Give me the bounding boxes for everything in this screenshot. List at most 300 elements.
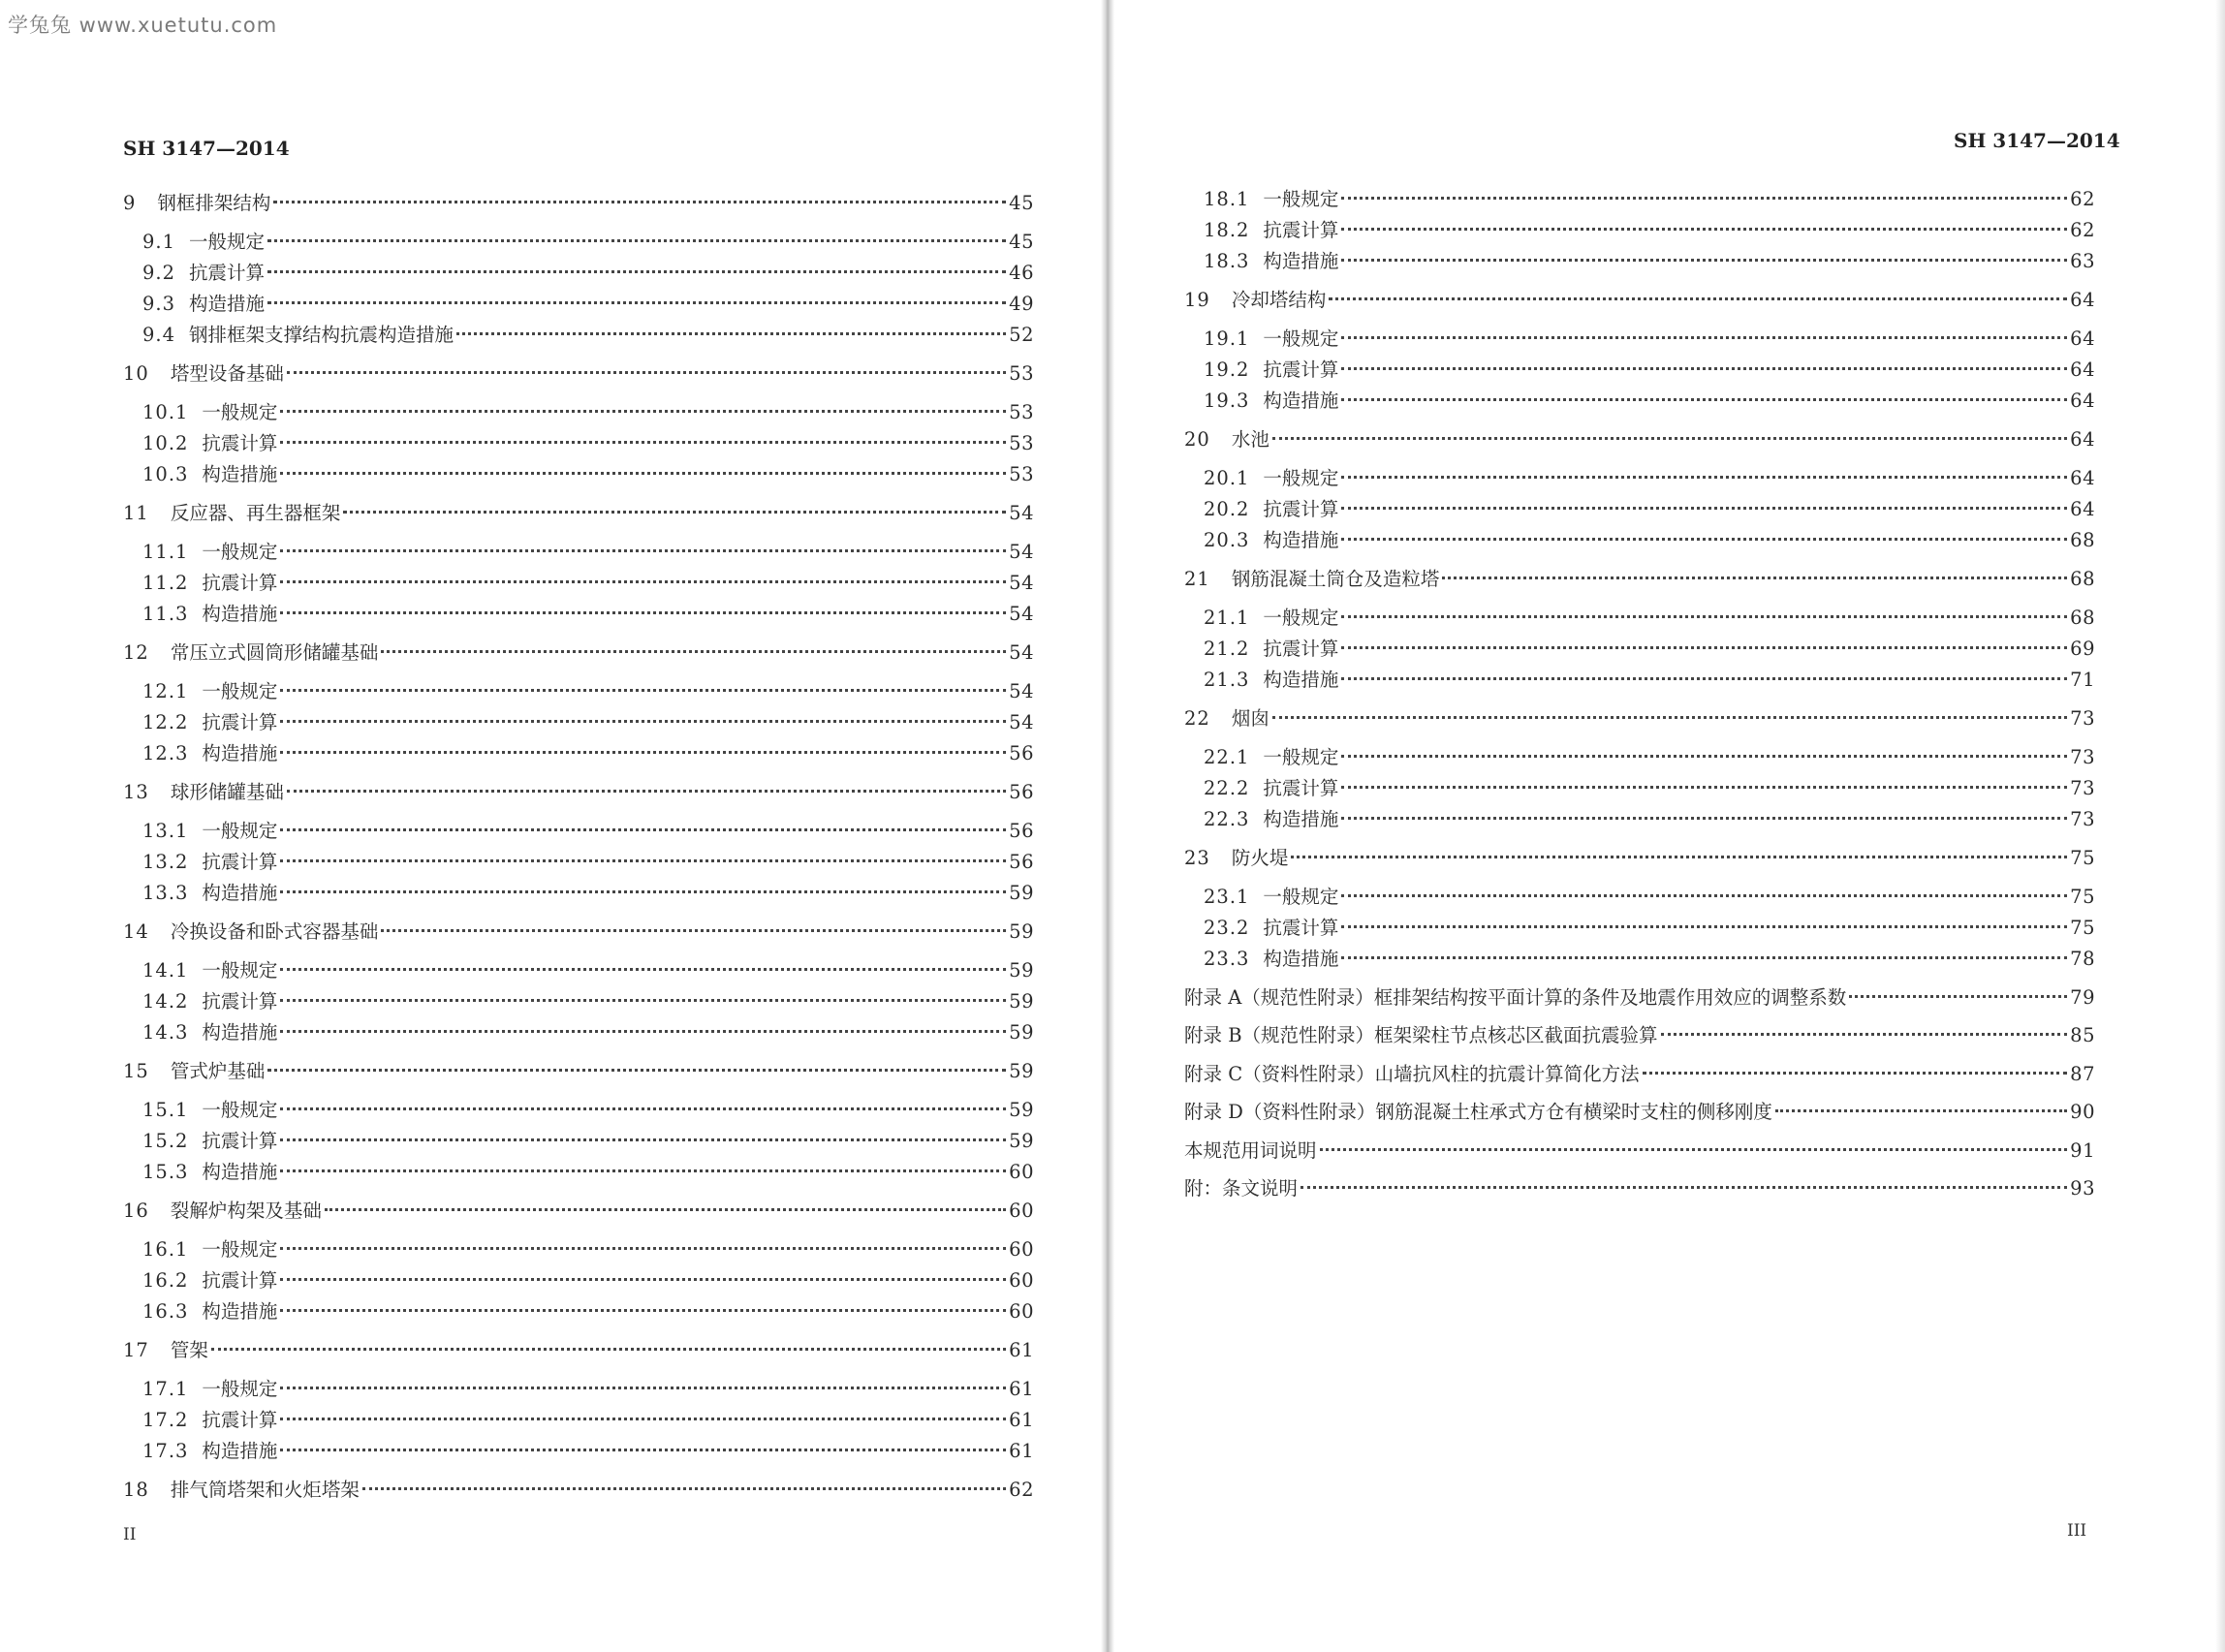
toc-entry-page: 52 bbox=[1009, 324, 1034, 346]
dot-leader bbox=[1442, 577, 2067, 579]
toc-entry-page: 59 bbox=[1009, 920, 1034, 943]
toc-entry bbox=[1184, 668, 2095, 693]
toc-entry-number: 16.1 bbox=[142, 1238, 189, 1261]
toc-entry-number: 18.2 bbox=[1204, 219, 1250, 241]
toc-entry-number: 20.1 bbox=[1204, 467, 1250, 489]
toc-entry bbox=[123, 1237, 1034, 1262]
dot-leader bbox=[1291, 856, 2067, 858]
dot-leader bbox=[1849, 995, 2067, 998]
toc-entry-page: 56 bbox=[1009, 781, 1034, 803]
toc-entry-number: 23.1 bbox=[1204, 886, 1250, 908]
toc-entry bbox=[1184, 427, 2095, 452]
dot-leader bbox=[280, 999, 1006, 1002]
dot-leader bbox=[280, 1449, 1006, 1451]
toc-entry-title: 抗震计算 bbox=[1263, 358, 1339, 381]
toc-entry-title: 构造措施 bbox=[1263, 390, 1339, 412]
dot-leader bbox=[280, 611, 1006, 614]
toc-entry-number: 17.2 bbox=[142, 1409, 189, 1431]
toc-entry-page: 69 bbox=[2070, 638, 2095, 660]
dot-leader bbox=[280, 1247, 1006, 1250]
toc-entry-page: 54 bbox=[1009, 680, 1034, 702]
toc-entry-page: 61 bbox=[1009, 1339, 1034, 1361]
toc-entry-number: 17 bbox=[123, 1339, 149, 1361]
toc-entry-title: 烟囱 bbox=[1231, 707, 1269, 730]
dot-leader bbox=[211, 1348, 1006, 1351]
toc-entry-title: 水池 bbox=[1231, 428, 1269, 451]
toc-entry-title: 一般规定 bbox=[202, 541, 278, 563]
book-spine bbox=[1101, 0, 1114, 1652]
dot-leader bbox=[1341, 677, 2067, 680]
toc-entry-page: 59 bbox=[1009, 990, 1034, 1013]
toc-entry-title: 抗震计算 bbox=[202, 1269, 278, 1292]
toc-entry bbox=[123, 640, 1034, 666]
toc-entry bbox=[1184, 187, 2095, 212]
toc-entry-title: 附录 A（规范性附录）框排架结构按平面计算的条件及地震作用效应的调整系数 bbox=[1184, 985, 1847, 1009]
toc-entry bbox=[1184, 807, 2095, 832]
toc-entry-number: 12.1 bbox=[142, 680, 189, 702]
toc-entry bbox=[123, 323, 1034, 348]
toc-entry bbox=[1184, 885, 2095, 910]
toc-entry-number: 20 bbox=[1184, 428, 1210, 451]
toc-entry-page: 59 bbox=[1009, 1099, 1034, 1121]
toc-entry bbox=[123, 191, 1034, 216]
toc-entry bbox=[1184, 846, 2095, 871]
toc-entry-title: 一般规定 bbox=[202, 680, 278, 702]
dot-leader bbox=[1341, 956, 2067, 959]
toc-entry-title: 管架 bbox=[170, 1339, 208, 1361]
dot-leader bbox=[1775, 1109, 2067, 1112]
toc-entry-number: 19.1 bbox=[1204, 327, 1250, 350]
toc-entry-number: 10.3 bbox=[142, 463, 189, 485]
dot-leader bbox=[267, 270, 1006, 273]
dot-leader bbox=[280, 1309, 1006, 1312]
toc-entry-number: 19 bbox=[1184, 289, 1210, 311]
toc-entry bbox=[123, 1439, 1034, 1464]
toc-entry-page: 56 bbox=[1009, 820, 1034, 842]
toc-entry bbox=[123, 1098, 1034, 1123]
toc-entry-number: 9.3 bbox=[142, 293, 176, 315]
toc-entry-page: 64 bbox=[2070, 390, 2095, 412]
watermark-text: 学兔兔 www.xuetutu.com bbox=[8, 14, 278, 37]
toc-entry-page: 64 bbox=[2070, 498, 2095, 520]
toc-entry-page: 59 bbox=[1009, 959, 1034, 982]
toc-entry-title: 抗震计算 bbox=[189, 262, 266, 284]
toc-entry-number: 23 bbox=[1184, 847, 1210, 869]
toc-entry-page: 46 bbox=[1009, 262, 1034, 284]
dot-leader bbox=[456, 332, 1006, 335]
toc-entry-page: 78 bbox=[2070, 948, 2095, 970]
dot-leader bbox=[280, 751, 1006, 754]
toc-entry-title: 塔型设备基础 bbox=[170, 362, 284, 385]
toc-entry-page: 73 bbox=[2070, 808, 2095, 830]
toc-entry-page: 45 bbox=[1009, 231, 1034, 253]
toc-entry-page: 73 bbox=[2070, 777, 2095, 799]
toc-entry-page: 64 bbox=[2070, 358, 2095, 381]
toc-entry bbox=[123, 261, 1034, 286]
toc-entry-title: 一般规定 bbox=[202, 1378, 278, 1400]
toc-entry-page: 60 bbox=[1009, 1200, 1034, 1222]
toc-entry-number: 23.3 bbox=[1204, 948, 1250, 970]
toc-entry-number: 9.2 bbox=[142, 262, 176, 284]
dot-leader bbox=[267, 301, 1006, 304]
toc-entry-title: 钢排框架支撑结构抗震构造措施 bbox=[189, 324, 454, 346]
toc-entry bbox=[1184, 358, 2095, 383]
toc-entry bbox=[1184, 288, 2095, 313]
toc-entry bbox=[1184, 1100, 2095, 1125]
dot-leader bbox=[1341, 925, 2067, 928]
toc-entry-title: 抗震计算 bbox=[202, 1409, 278, 1431]
toc-entry bbox=[1184, 606, 2095, 631]
dot-leader bbox=[1341, 398, 2067, 401]
toc-entry-title: 抗震计算 bbox=[202, 572, 278, 594]
toc-entry-number: 11.1 bbox=[142, 541, 189, 563]
toc-entry-title: 构造措施 bbox=[1263, 529, 1339, 551]
toc-entry-page: 79 bbox=[2070, 985, 2095, 1009]
toc-entry-title: 一般规定 bbox=[202, 959, 278, 982]
toc-entry-number: 12 bbox=[123, 641, 149, 664]
toc-entry-page: 53 bbox=[1009, 362, 1034, 385]
dot-leader bbox=[1320, 1148, 2068, 1151]
toc-entry bbox=[123, 958, 1034, 983]
page-number-right: III bbox=[2067, 1521, 2087, 1541]
toc-entry bbox=[123, 710, 1034, 735]
toc-entry-title: 本规范用词说明 bbox=[1184, 1138, 1317, 1162]
toc-entry bbox=[1184, 916, 2095, 941]
toc-entry-number: 15.2 bbox=[142, 1130, 189, 1152]
toc-entry-title: 抗震计算 bbox=[202, 1130, 278, 1152]
dot-leader bbox=[1341, 336, 2067, 339]
toc-entry bbox=[1184, 745, 2095, 770]
dot-leader bbox=[1341, 786, 2067, 789]
toc-entry-title: 构造措施 bbox=[202, 603, 278, 625]
toc-entry bbox=[1184, 1062, 2095, 1087]
toc-entry bbox=[123, 989, 1034, 1014]
dot-leader bbox=[280, 1107, 1006, 1110]
toc-entry bbox=[123, 1129, 1034, 1154]
toc-entry bbox=[123, 230, 1034, 255]
toc-entry-number: 12.2 bbox=[142, 711, 189, 733]
toc-entry-number: 18.3 bbox=[1204, 250, 1250, 272]
dot-leader bbox=[267, 1069, 1006, 1072]
toc-entry bbox=[1184, 776, 2095, 801]
toc-entry bbox=[123, 819, 1034, 844]
toc-entry-number: 11 bbox=[123, 502, 149, 524]
toc-entry bbox=[123, 741, 1034, 766]
toc-entry-title: 常压立式圆筒形储罐基础 bbox=[170, 641, 379, 664]
dot-leader bbox=[280, 968, 1006, 971]
toc-entry-number: 16 bbox=[123, 1200, 149, 1222]
dot-leader bbox=[1341, 755, 2067, 758]
toc-entry-page: 68 bbox=[2070, 607, 2095, 629]
toc-entry-number: 19.3 bbox=[1204, 390, 1250, 412]
toc-entry bbox=[1184, 1023, 2095, 1048]
toc-entry-page: 68 bbox=[2070, 568, 2095, 590]
dot-leader bbox=[1341, 646, 2067, 649]
toc-entry bbox=[123, 431, 1034, 456]
toc-entry-title: 一般规定 bbox=[202, 820, 278, 842]
toc-entry-page: 61 bbox=[1009, 1409, 1034, 1431]
toc-entry bbox=[1184, 218, 2095, 243]
toc-entry-page: 49 bbox=[1009, 293, 1034, 315]
toc-entry-number: 11.2 bbox=[142, 572, 189, 594]
dot-leader bbox=[280, 410, 1006, 413]
toc-entry-page: 73 bbox=[2070, 746, 2095, 768]
toc-entry-number: 13.1 bbox=[142, 820, 189, 842]
dot-leader bbox=[1341, 817, 2067, 820]
toc-entry-number: 15.1 bbox=[142, 1099, 189, 1121]
toc-entry-number: 12.3 bbox=[142, 742, 189, 764]
toc-entry bbox=[1184, 466, 2095, 491]
toc-entry-page: 75 bbox=[2070, 886, 2095, 908]
dot-leader bbox=[1341, 197, 2067, 200]
toc-entry-page: 54 bbox=[1009, 572, 1034, 594]
toc-entry-title: 抗震计算 bbox=[202, 990, 278, 1013]
toc-entry-page: 59 bbox=[1009, 1021, 1034, 1044]
dot-leader bbox=[362, 1487, 1006, 1490]
toc-entry bbox=[1184, 706, 2095, 732]
toc-entry-page: 53 bbox=[1009, 463, 1034, 485]
dot-leader bbox=[280, 890, 1006, 893]
dot-leader bbox=[381, 929, 1006, 932]
dot-leader bbox=[1341, 507, 2067, 510]
toc-entry-title: 管式炉基础 bbox=[170, 1060, 266, 1082]
toc-entry-page: 54 bbox=[1009, 603, 1034, 625]
toc-entry-number: 22.2 bbox=[1204, 777, 1250, 799]
toc-entry bbox=[123, 1059, 1034, 1084]
dot-leader bbox=[1341, 259, 2067, 262]
toc-entry-title: 一般规定 bbox=[1263, 886, 1339, 908]
toc-entry-title: 附：条文说明 bbox=[1184, 1177, 1299, 1200]
dot-leader bbox=[1272, 437, 2067, 440]
page-number-left: II bbox=[123, 1525, 137, 1544]
toc-entry-page: 93 bbox=[2070, 1177, 2095, 1200]
toc-entry-page: 85 bbox=[2070, 1024, 2095, 1046]
toc-entry-title: 裂解炉构架及基础 bbox=[170, 1200, 322, 1222]
toc-entry-number: 13 bbox=[123, 781, 149, 803]
toc-entry-number: 21.3 bbox=[1204, 669, 1250, 691]
dot-leader bbox=[287, 371, 1006, 374]
dot-leader bbox=[280, 720, 1006, 723]
dot-leader bbox=[280, 580, 1006, 583]
toc-entry-page: 62 bbox=[2070, 219, 2095, 241]
toc-entry-number: 18 bbox=[123, 1479, 149, 1501]
toc-entry-page: 64 bbox=[2070, 327, 2095, 350]
dot-leader bbox=[1341, 894, 2067, 897]
toc-entry bbox=[1184, 637, 2095, 662]
toc-entry-title: 一般规定 bbox=[1263, 327, 1339, 350]
toc-entry-number: 9.4 bbox=[142, 324, 176, 346]
toc-entry-title: 一般规定 bbox=[202, 401, 278, 423]
dot-leader bbox=[273, 201, 1006, 203]
toc-entry-title: 构造措施 bbox=[1263, 808, 1339, 830]
toc-entry bbox=[1184, 497, 2095, 522]
dot-leader bbox=[280, 1030, 1006, 1033]
toc-entry-title: 构造措施 bbox=[202, 742, 278, 764]
toc-entry-number: 17.1 bbox=[142, 1378, 189, 1400]
toc-entry-title: 抗震计算 bbox=[1263, 498, 1339, 520]
dot-leader bbox=[1301, 1186, 2067, 1189]
toc-entry bbox=[1184, 567, 2095, 592]
toc-entry-title: 构造措施 bbox=[202, 1021, 278, 1044]
dot-leader bbox=[1643, 1072, 2068, 1075]
toc-entry bbox=[123, 1338, 1034, 1363]
page-edge bbox=[2215, 0, 2225, 1652]
toc-entry bbox=[1184, 947, 2095, 972]
toc-entry-page: 53 bbox=[1009, 432, 1034, 454]
toc-entry-number: 10.1 bbox=[142, 401, 189, 423]
toc-entry-title: 构造措施 bbox=[202, 1161, 278, 1183]
toc-entry bbox=[123, 540, 1034, 565]
dot-leader bbox=[1341, 367, 2067, 370]
toc-entry-number: 19.2 bbox=[1204, 358, 1250, 381]
toc-entry bbox=[1184, 1176, 2095, 1201]
toc-entry-title: 钢框排架结构 bbox=[157, 192, 271, 214]
dot-leader bbox=[1661, 1033, 2068, 1036]
toc-entry-page: 64 bbox=[2070, 289, 2095, 311]
toc-entry-page: 60 bbox=[1009, 1238, 1034, 1261]
toc-entry-page: 60 bbox=[1009, 1269, 1034, 1292]
toc-entry-title: 排气筒塔架和火炬塔架 bbox=[170, 1479, 360, 1501]
dot-leader bbox=[1329, 297, 2067, 300]
toc-entry-number: 23.2 bbox=[1204, 917, 1250, 939]
toc-entry-page: 62 bbox=[1009, 1479, 1034, 1501]
toc-entry-title: 一般规定 bbox=[189, 231, 266, 253]
dot-leader bbox=[287, 790, 1006, 793]
toc-entry-number: 22.1 bbox=[1204, 746, 1250, 768]
toc-entry bbox=[123, 501, 1034, 526]
toc-entry-title: 钢筋混凝土筒仓及造粒塔 bbox=[1231, 568, 1440, 590]
toc-entry-number: 10 bbox=[123, 362, 149, 385]
toc-entry-number: 16.2 bbox=[142, 1269, 189, 1292]
toc-entry-number: 22 bbox=[1184, 707, 1210, 730]
toc-entry-title: 构造措施 bbox=[202, 882, 278, 904]
toc-entry-title: 球形储罐基础 bbox=[170, 781, 284, 803]
toc-entry bbox=[1184, 327, 2095, 352]
toc-entry-page: 54 bbox=[1009, 541, 1034, 563]
toc-entry-title: 附录 C（资料性附录）山墙抗风柱的抗震计算简化方法 bbox=[1184, 1062, 1640, 1085]
toc-entry-title: 一般规定 bbox=[202, 1099, 278, 1121]
toc-entry-page: 60 bbox=[1009, 1161, 1034, 1183]
dot-leader bbox=[280, 549, 1006, 552]
toc-entry bbox=[123, 1408, 1034, 1433]
toc-entry bbox=[1184, 1138, 2095, 1164]
toc-entry bbox=[123, 1020, 1034, 1045]
toc-entry-page: 68 bbox=[2070, 529, 2095, 551]
toc-entry-number: 11.3 bbox=[142, 603, 189, 625]
toc-entry bbox=[123, 1199, 1034, 1224]
toc-entry-number: 20.2 bbox=[1204, 498, 1250, 520]
toc-entry-title: 防火堤 bbox=[1231, 847, 1289, 869]
toc-entry bbox=[1184, 528, 2095, 553]
toc-entry-page: 73 bbox=[2070, 707, 2095, 730]
toc-entry bbox=[123, 1377, 1034, 1402]
toc-entry bbox=[1184, 389, 2095, 414]
toc-entry bbox=[123, 1299, 1034, 1325]
toc-entry-number: 13.2 bbox=[142, 851, 189, 873]
toc-entry-title: 一般规定 bbox=[1263, 746, 1339, 768]
toc-entry-number: 9.1 bbox=[142, 231, 176, 253]
toc-entry bbox=[123, 571, 1034, 596]
toc-entry-page: 54 bbox=[1009, 641, 1034, 664]
toc-entry-number: 14 bbox=[123, 920, 149, 943]
dot-leader bbox=[280, 689, 1006, 692]
dot-leader bbox=[280, 441, 1006, 444]
toc-entry-title: 构造措施 bbox=[202, 1300, 278, 1323]
toc-entry-page: 62 bbox=[2070, 188, 2095, 210]
toc-entry-number: 21.2 bbox=[1204, 638, 1250, 660]
toc-entry-number: 14.2 bbox=[142, 990, 189, 1013]
toc-entry-title: 抗震计算 bbox=[1263, 917, 1339, 939]
toc-entry-page: 54 bbox=[1009, 711, 1034, 733]
toc-entry-number: 14.1 bbox=[142, 959, 189, 982]
dot-leader bbox=[1341, 538, 2067, 541]
dot-leader bbox=[280, 1138, 1006, 1141]
toc-entry-number: 10.2 bbox=[142, 432, 189, 454]
toc-entry bbox=[123, 1268, 1034, 1294]
toc-entry-title: 一般规定 bbox=[202, 1238, 278, 1261]
dot-leader bbox=[280, 859, 1006, 862]
toc-entry-title: 冷换设备和卧式容器基础 bbox=[170, 920, 379, 943]
toc-entry-page: 75 bbox=[2070, 847, 2095, 869]
toc-entry bbox=[123, 920, 1034, 945]
toc-entry-page: 90 bbox=[2070, 1101, 2095, 1123]
toc-entry-page: 60 bbox=[1009, 1300, 1034, 1323]
toc-entry-title: 构造措施 bbox=[1263, 669, 1339, 691]
toc-entry-page: 59 bbox=[1009, 882, 1034, 904]
header-left: SH 3147—2014 bbox=[123, 137, 290, 160]
toc-entry-title: 附录 B（规范性附录）框架梁柱节点核芯区截面抗震验算 bbox=[1184, 1024, 1658, 1046]
toc-entry-page: 64 bbox=[2070, 467, 2095, 489]
toc-entry-page: 71 bbox=[2070, 669, 2095, 691]
toc-entry bbox=[123, 1160, 1034, 1185]
toc-entry-title: 抗震计算 bbox=[1263, 638, 1339, 660]
toc-entry-title: 一般规定 bbox=[1263, 467, 1339, 489]
toc-entry-page: 64 bbox=[2070, 428, 2095, 451]
toc-entry bbox=[123, 881, 1034, 906]
toc-entry-page: 45 bbox=[1009, 192, 1034, 214]
dot-leader bbox=[1341, 476, 2067, 479]
toc-entry-page: 54 bbox=[1009, 502, 1034, 524]
toc-entry-number: 20.3 bbox=[1204, 529, 1250, 551]
toc-entry bbox=[123, 602, 1034, 627]
toc-entry-number: 9 bbox=[123, 192, 137, 214]
toc-entry-title: 构造措施 bbox=[202, 463, 278, 485]
dot-leader bbox=[280, 828, 1006, 831]
toc-entry-title: 构造措施 bbox=[189, 293, 266, 315]
toc-entry-title: 构造措施 bbox=[1263, 250, 1339, 272]
toc-entry-title: 抗震计算 bbox=[202, 432, 278, 454]
toc-entry-title: 抗震计算 bbox=[1263, 219, 1339, 241]
toc-entry-number: 14.3 bbox=[142, 1021, 189, 1044]
toc-entry-title: 冷却塔结构 bbox=[1231, 289, 1327, 311]
toc-entry-page: 56 bbox=[1009, 851, 1034, 873]
toc-entry bbox=[123, 850, 1034, 875]
dot-leader bbox=[267, 239, 1006, 242]
toc-entry bbox=[123, 400, 1034, 425]
toc-entry-title: 构造措施 bbox=[202, 1440, 278, 1462]
toc-entry-page: 91 bbox=[2070, 1138, 2095, 1162]
toc-entry-title: 反应器、再生器框架 bbox=[170, 502, 341, 524]
toc-entry bbox=[123, 462, 1034, 487]
toc-entry bbox=[123, 1478, 1034, 1503]
toc-entry bbox=[1184, 985, 2095, 1011]
toc-entry-title: 一般规定 bbox=[1263, 607, 1339, 629]
toc-entry-number: 21.1 bbox=[1204, 607, 1250, 629]
toc-entry-title: 一般规定 bbox=[1263, 188, 1339, 210]
toc-entry-title: 抗震计算 bbox=[202, 711, 278, 733]
toc-entry-number: 21 bbox=[1184, 568, 1210, 590]
toc-entry-number: 18.1 bbox=[1204, 188, 1250, 210]
